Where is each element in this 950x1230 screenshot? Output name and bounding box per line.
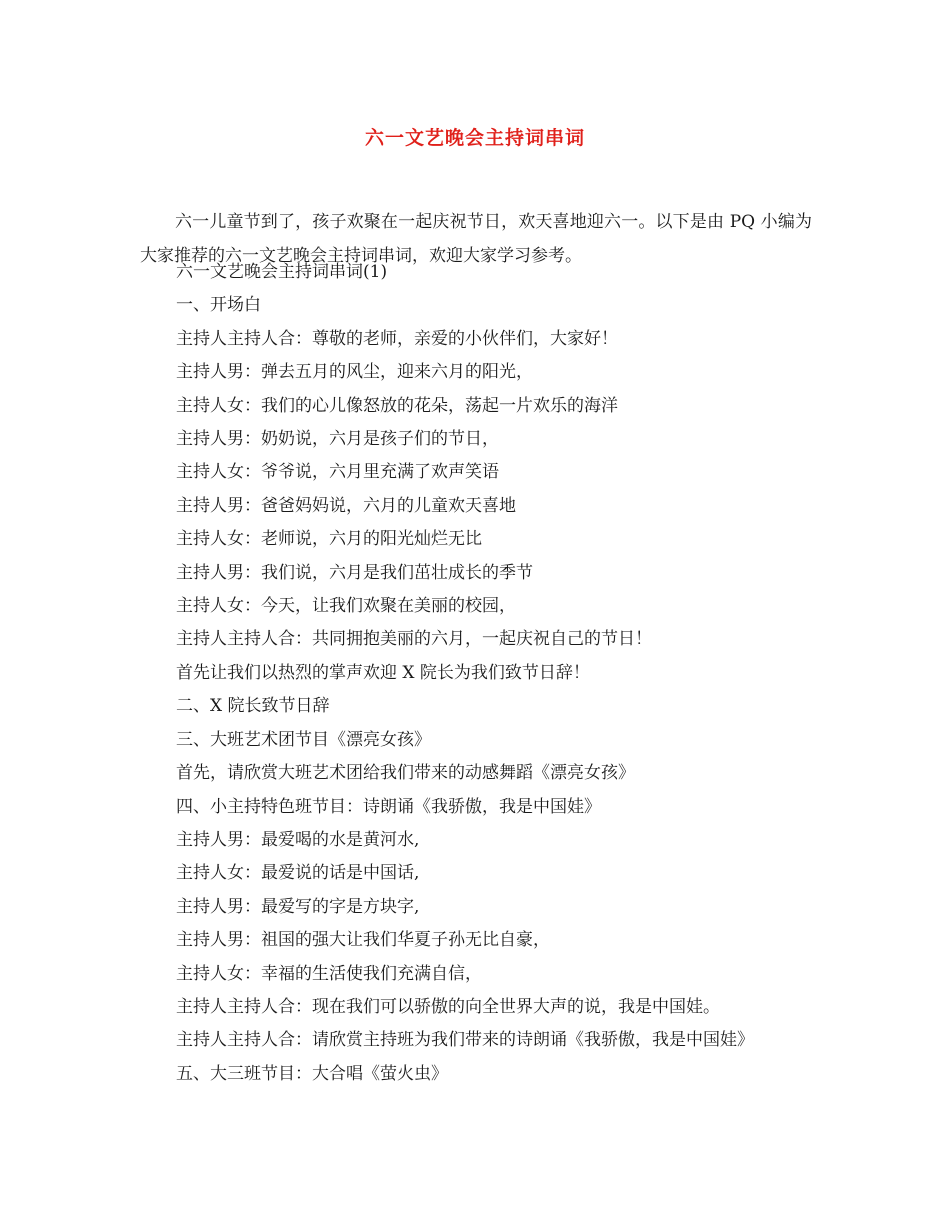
line-item: 主持人女：老师说，六月的阳光灿烂无比 xyxy=(176,529,482,550)
line-item: 主持人男：最爱写的字是方块字, xyxy=(176,896,420,917)
script-lines xyxy=(176,256,836,1091)
line-item: 一、开场白 xyxy=(176,295,261,316)
line-item: 主持人主持人合：现在我们可以骄傲的向全世界大声的说，我是中国娃。 xyxy=(176,996,720,1017)
line-item: 四、小主持特色班节目：诗朗诵《我骄傲，我是中国娃》 xyxy=(176,796,601,817)
line-item: 主持人主持人合：请欣赏主持班为我们带来的诗朗诵《我骄傲，我是中国娃》 xyxy=(176,1030,754,1051)
line-item: 主持人主持人合：共同拥抱美丽的六月，一起庆祝自己的节日！ xyxy=(176,629,652,650)
line-item: 主持人男：祖国的强大让我们华夏子孙无比自豪， xyxy=(176,930,550,951)
line-item: 首先让我们以热烈的掌声欢迎 X 院长为我们致节日辞！ xyxy=(176,662,590,683)
line-item: 主持人女：我们的心儿像怒放的花朵，荡起一片欢乐的海洋 xyxy=(176,395,618,416)
line-item: 主持人男：爸爸妈妈说，六月的儿童欢天喜地 xyxy=(176,495,516,516)
line-item: 主持人女：幸福的生活使我们充满自信， xyxy=(176,963,482,984)
document-title: 六一文艺晚会主持词串词 xyxy=(364,127,585,149)
line-item: 三、大班艺术团节目《漂亮女孩》 xyxy=(176,729,431,750)
intro-paragraph: 六一儿童节到了，孩子欢聚在一起庆祝节日，欢天喜地迎六一。以下是由 PQ 小编为大家推荐的六一文艺晚会主持词串词，欢迎大家学习参考。 xyxy=(140,212,812,266)
line-item: 主持人男：最爱喝的水是黄河水, xyxy=(176,829,420,850)
line-item: 主持人女：今天，让我们欢聚在美丽的校园， xyxy=(176,596,516,617)
line-item: 主持人男：奶奶说，六月是孩子们的节日， xyxy=(176,429,499,450)
line-item: 六一文艺晚会主持词串词(1) xyxy=(176,262,388,282)
line-item: 主持人主持人合：尊敬的老师，亲爱的小伙伴们，大家好！ xyxy=(176,328,618,349)
line-item: 首先，请欣赏大班艺术团给我们带来的动感舞蹈《漂亮女孩》 xyxy=(176,763,635,784)
line-item: 二、X 院长致节日辞 xyxy=(176,696,330,717)
line-item: 主持人女：爷爷说，六月里充满了欢声笑语 xyxy=(176,462,499,483)
line-item: 主持人男：我们说，六月是我们茁壮成长的季节 xyxy=(176,562,533,583)
line-item: 五、大三班节目：大合唱《萤火虫》 xyxy=(176,1063,448,1084)
line-item: 主持人男：弹去五月的风尘，迎来六月的阳光， xyxy=(176,362,533,383)
line-item: 主持人女：最爱说的话是中国话, xyxy=(176,863,420,884)
